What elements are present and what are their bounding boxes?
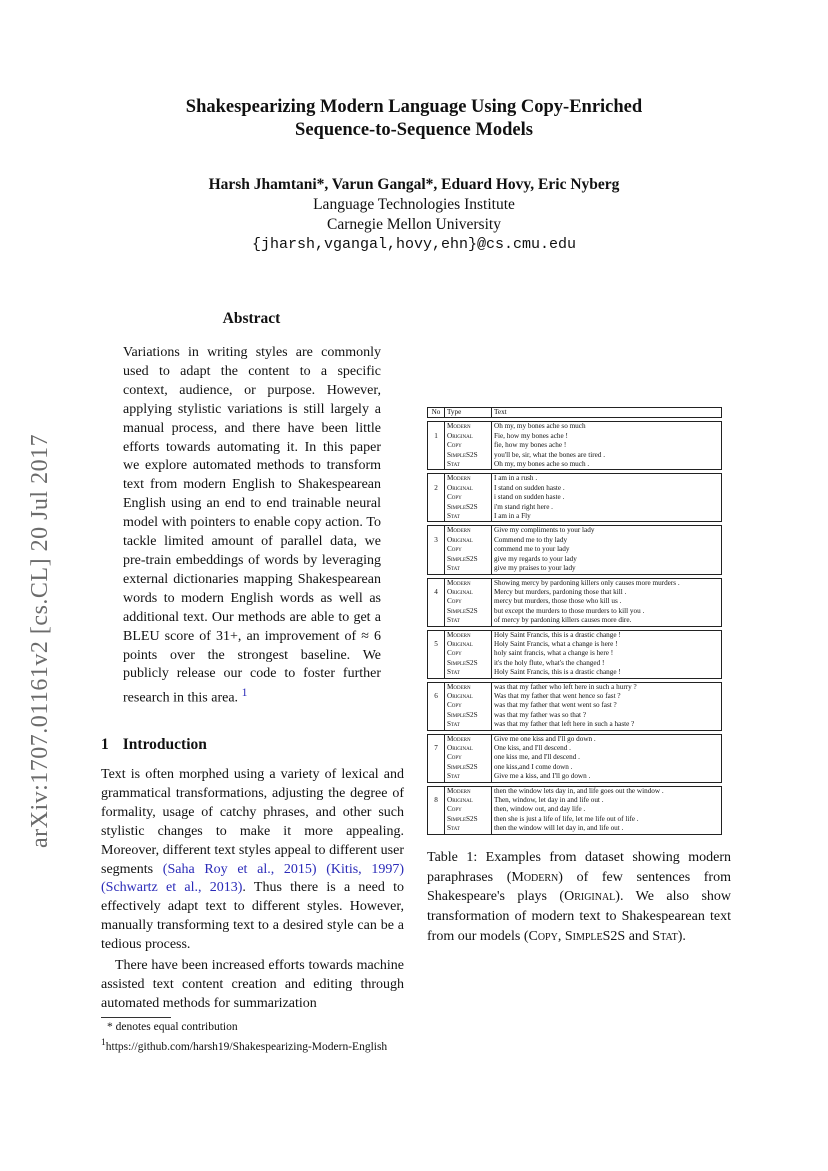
cell-type: Original xyxy=(445,432,492,441)
citation-kitis[interactable]: (Kitis, 1997) xyxy=(326,861,404,877)
section-title: Introduction xyxy=(122,736,207,753)
footnote-url xyxy=(101,1035,404,1055)
introduction-body xyxy=(101,766,404,1014)
arxiv-stamp: arXiv:1707.01161v2 [cs.CL] 20 Jul 2017 xyxy=(27,433,53,848)
examples-table xyxy=(427,407,722,835)
table-caption: Table 1: Examples from dataset showing modern paraphrases (Modern) of few sentences from Shakespeare's plays (Original). We also show transformation of modern text to Shakespearean text from our models (Copy, SimpleS2S and Stat). xyxy=(427,850,732,944)
cell-type: Modern xyxy=(445,734,492,744)
table-header-row xyxy=(428,408,722,418)
table-row xyxy=(428,805,722,814)
cell-type: SimpleS2S xyxy=(445,607,492,616)
cell-text: Commend me to thy lady xyxy=(492,536,722,545)
citation-saha-roy[interactable]: (Saha Roy et al., 2015) xyxy=(162,861,317,877)
table-row xyxy=(428,545,722,554)
table-row xyxy=(428,692,722,701)
cell-type: Stat xyxy=(445,564,492,574)
abstract-body xyxy=(123,344,381,709)
table-row xyxy=(428,720,722,730)
cell-no: 8 xyxy=(428,796,445,805)
cell-type: SimpleS2S xyxy=(445,815,492,824)
cell-type: Original xyxy=(445,484,492,493)
cell-text: Mercy but murders, pardoning those that kill . xyxy=(492,588,722,597)
cell-type: Copy xyxy=(445,649,492,658)
cell-type: Stat xyxy=(445,772,492,782)
cell-text: then the window will let day in, and life out . xyxy=(492,824,722,834)
abstract-heading: Abstract xyxy=(222,310,281,327)
table-row xyxy=(428,432,722,441)
cell-text: was that my father that went went so fast ? xyxy=(492,701,722,710)
cell-text: i stand on sudden haste . xyxy=(492,493,722,502)
cell-no xyxy=(428,786,445,796)
intro-paragraph-1 xyxy=(101,766,404,955)
cell-no xyxy=(428,659,445,668)
cell-text: give my praises to your lady xyxy=(492,564,722,574)
table-row xyxy=(428,526,722,536)
cell-text: but except the murders to those murders to kill you . xyxy=(492,607,722,616)
header-type: Type xyxy=(445,408,492,418)
citation-schwartz[interactable]: (Schwartz et al., 2013) xyxy=(101,880,243,896)
cell-text: give my regards to your lady xyxy=(492,555,722,564)
cell-text: i'm stand right here . xyxy=(492,503,722,512)
cell-no xyxy=(428,578,445,588)
cell-no xyxy=(428,630,445,640)
cell-text: one kiss me, and I'll descend . xyxy=(492,753,722,762)
cell-no xyxy=(428,763,445,772)
cell-no xyxy=(428,503,445,512)
cell-type: SimpleS2S xyxy=(445,711,492,720)
table-row xyxy=(428,701,722,710)
table-row xyxy=(428,536,722,545)
table-row xyxy=(428,578,722,588)
table-row xyxy=(428,772,722,782)
cell-no xyxy=(428,805,445,814)
title-line-1: Shakespearizing Modern Language Using Copy-Enriched xyxy=(185,97,643,117)
cell-text: then the window lets day in, and life goes out the window . xyxy=(492,786,722,796)
table-row xyxy=(428,616,722,626)
cell-no xyxy=(428,460,445,470)
table-row xyxy=(428,503,722,512)
cell-type: Modern xyxy=(445,474,492,484)
cell-no xyxy=(428,711,445,720)
cell-no xyxy=(428,474,445,484)
cell-type: Copy xyxy=(445,441,492,450)
table-row xyxy=(428,441,722,450)
cell-text: One kiss, and I'll descend . xyxy=(492,744,722,753)
cell-no xyxy=(428,512,445,522)
table-row xyxy=(428,422,722,432)
cell-type: Modern xyxy=(445,526,492,536)
author-block xyxy=(100,175,728,255)
table-1 xyxy=(427,407,722,835)
footnote-rule xyxy=(101,1017,171,1018)
footnote-url-text: https://github.com/harsh19/Shakespearizing-Modern-English xyxy=(105,1040,388,1053)
cell-type: Original xyxy=(445,692,492,701)
cell-type: SimpleS2S xyxy=(445,503,492,512)
table-row xyxy=(428,460,722,470)
caption-model-name: Modern xyxy=(511,869,559,885)
table-row xyxy=(428,484,722,493)
cell-no xyxy=(428,772,445,782)
footnote-equal-contribution: * denotes equal contribution xyxy=(107,1021,238,1033)
cell-no xyxy=(428,701,445,710)
header-no: No xyxy=(428,408,445,418)
cell-type: Stat xyxy=(445,512,492,522)
cell-type: SimpleS2S xyxy=(445,451,492,460)
paper-title xyxy=(100,96,728,142)
footnotes xyxy=(101,1020,404,1055)
affiliation-institute: Language Technologies Institute xyxy=(313,196,515,213)
cell-text: Give me one kiss and I'll go down . xyxy=(492,734,722,744)
cell-text: was that my father that left here in such a haste ? xyxy=(492,720,722,730)
table-row xyxy=(428,815,722,824)
table-row xyxy=(428,588,722,597)
cell-type: Modern xyxy=(445,786,492,796)
section-number: 1 xyxy=(101,736,109,753)
cell-no xyxy=(428,649,445,658)
cell-no: 6 xyxy=(428,692,445,701)
cell-no xyxy=(428,422,445,432)
footnote-url-mark: 1 xyxy=(101,1037,106,1048)
cell-no xyxy=(428,451,445,460)
cell-no: 4 xyxy=(428,588,445,597)
cell-no: 5 xyxy=(428,640,445,649)
table-row xyxy=(428,734,722,744)
intro-paragraph-2: There have been increased efforts towards machine assisted text content creation and editing through automated methods for summarization xyxy=(101,958,404,1011)
cell-text: mercy but murders, those those who kill us . xyxy=(492,597,722,606)
table-row xyxy=(428,744,722,753)
caption-model-name: Original xyxy=(564,889,616,905)
cell-text: then, window out, and day life . xyxy=(492,805,722,814)
abstract-text: Variations in writing styles are commonly used to adapt the content to a specific context, audience, or purpose. However, applying stylistic variations is still largely a manual process, and there have been little efforts towards automating it. In this paper we explore automated methods to transform text from modern English to Shakespearean English using an end to end trainable neural model with pointers to enable copy action. To tackle limited amount of parallel data, we pre-train embeddings of words by leveraging external dictionaries mapping Shakespearean words to modern English words as well as additional text. Our methods are able to get a BLEU score of 31+, an improvement of ≈ 6 points over the strongest baseline. We publicly release our code to foster further research in this area. xyxy=(123,345,381,706)
cell-no: 7 xyxy=(428,744,445,753)
cell-no xyxy=(428,824,445,834)
table-row xyxy=(428,682,722,692)
cell-no xyxy=(428,555,445,564)
affiliation-university: Carnegie Mellon University xyxy=(327,216,501,233)
cell-text: Then, window, let day in and life out . xyxy=(492,796,722,805)
table-row xyxy=(428,649,722,658)
cell-type: Stat xyxy=(445,616,492,626)
cell-type: Modern xyxy=(445,422,492,432)
cell-text: holy saint francis, what a change is here ! xyxy=(492,649,722,658)
table-row xyxy=(428,474,722,484)
section-heading xyxy=(101,736,207,754)
intro-text-b: . Thus there is a need to effectively adapt text to different styles. However, manually transforming text to a desired style can be a tedious process. xyxy=(101,880,404,953)
table-row xyxy=(428,512,722,522)
caption-model-name: Copy xyxy=(528,928,558,944)
cell-type: SimpleS2S xyxy=(445,659,492,668)
cell-type: Stat xyxy=(445,460,492,470)
cell-no xyxy=(428,616,445,626)
cell-text: Give me a kiss, and I'll go down . xyxy=(492,772,722,782)
table-row xyxy=(428,786,722,796)
table-row xyxy=(428,824,722,834)
cell-no xyxy=(428,720,445,730)
cell-text: fie, how my bones ache ! xyxy=(492,441,722,450)
cell-type: Modern xyxy=(445,682,492,692)
cell-type: Modern xyxy=(445,578,492,588)
cell-text: Holy Saint Francis, what a change is here ! xyxy=(492,640,722,649)
table-row xyxy=(428,564,722,574)
table-row xyxy=(428,597,722,606)
cell-type: Modern xyxy=(445,630,492,640)
cell-text: you'll be, sir, what the bones are tired . xyxy=(492,451,722,460)
cell-no xyxy=(428,734,445,744)
cell-text: Give my compliments to your lady xyxy=(492,526,722,536)
cell-no xyxy=(428,607,445,616)
table-row xyxy=(428,796,722,805)
title-line-2: Sequence-to-Sequence Models xyxy=(295,120,533,140)
author-email: {jharsh,vgangal,hovy,ehn}@cs.cmu.edu xyxy=(251,236,577,253)
cell-type: Copy xyxy=(445,597,492,606)
cell-no xyxy=(428,668,445,678)
author-names: Harsh Jhamtani*, Varun Gangal*, Eduard Hovy, Eric Nyberg xyxy=(208,176,620,193)
table-row xyxy=(428,640,722,649)
cell-text: Oh my, my bones ache so much xyxy=(492,422,722,432)
cell-no xyxy=(428,753,445,762)
cell-type: SimpleS2S xyxy=(445,555,492,564)
cell-type: Stat xyxy=(445,824,492,834)
cell-type: Copy xyxy=(445,493,492,502)
cell-text: I stand on sudden haste . xyxy=(492,484,722,493)
cell-text: Holy Saint Francis, this is a drastic change ! xyxy=(492,630,722,640)
table-row xyxy=(428,607,722,616)
cell-no: 3 xyxy=(428,536,445,545)
cell-text: was that my father was so that ? xyxy=(492,711,722,720)
table-row xyxy=(428,493,722,502)
table-row xyxy=(428,555,722,564)
intro-text-a: Text is often morphed using a variety of lexical and grammatical transformations, adjusting the degree of formality, usage of catchy phrases, and other such stylistic changes to make it more appealing. Moreover, different text styles appeal to different user segments xyxy=(101,767,404,877)
cell-no xyxy=(428,815,445,824)
cell-type: Copy xyxy=(445,753,492,762)
cell-type: Copy xyxy=(445,805,492,814)
cell-text: Was that my father that went hence so fast ? xyxy=(492,692,722,701)
caption-model-name: SimpleS2S xyxy=(564,928,626,944)
table-row xyxy=(428,659,722,668)
cell-type: Copy xyxy=(445,701,492,710)
cell-text: of mercy by pardoning killers causes more dire. xyxy=(492,616,722,626)
cell-text: it's the holy flute, what's the changed ! xyxy=(492,659,722,668)
cell-text: commend me to your lady xyxy=(492,545,722,554)
header-text: Text xyxy=(492,408,722,418)
cell-text: Fie, how my bones ache ! xyxy=(492,432,722,441)
cell-no xyxy=(428,597,445,606)
cell-text: Oh my, my bones ache so much . xyxy=(492,460,722,470)
cell-no xyxy=(428,526,445,536)
cell-type: Stat xyxy=(445,668,492,678)
table-row xyxy=(428,451,722,460)
cell-type: Original xyxy=(445,796,492,805)
cell-type: Original xyxy=(445,640,492,649)
cell-no xyxy=(428,441,445,450)
cell-type: Original xyxy=(445,536,492,545)
table-row xyxy=(428,763,722,772)
table-row xyxy=(428,711,722,720)
cell-type: SimpleS2S xyxy=(445,763,492,772)
cell-type: Original xyxy=(445,744,492,753)
cell-no xyxy=(428,682,445,692)
cell-text: one kiss,and I come down . xyxy=(492,763,722,772)
table-row xyxy=(428,668,722,678)
footnote-link[interactable]: 1 xyxy=(241,686,248,700)
cell-text: was that my father who left here in such a hurry ? xyxy=(492,682,722,692)
cell-text: I am in a Fly xyxy=(492,512,722,522)
caption-model-name: Stat xyxy=(652,928,678,944)
cell-type: Original xyxy=(445,588,492,597)
cell-text: Holy Saint Francis, this is a drastic change ! xyxy=(492,668,722,678)
cell-no xyxy=(428,545,445,554)
cell-text: I am in a rush . xyxy=(492,474,722,484)
cell-no: 2 xyxy=(428,484,445,493)
cell-type: Copy xyxy=(445,545,492,554)
cell-text: Showing mercy by pardoning killers only causes more murders . xyxy=(492,578,722,588)
cell-no xyxy=(428,493,445,502)
cell-no: 1 xyxy=(428,432,445,441)
cell-type: Stat xyxy=(445,720,492,730)
table-row xyxy=(428,753,722,762)
table-body xyxy=(428,418,722,834)
table-row xyxy=(428,630,722,640)
cell-no xyxy=(428,564,445,574)
cell-text: then she is just a life of life, let me life out of life . xyxy=(492,815,722,824)
